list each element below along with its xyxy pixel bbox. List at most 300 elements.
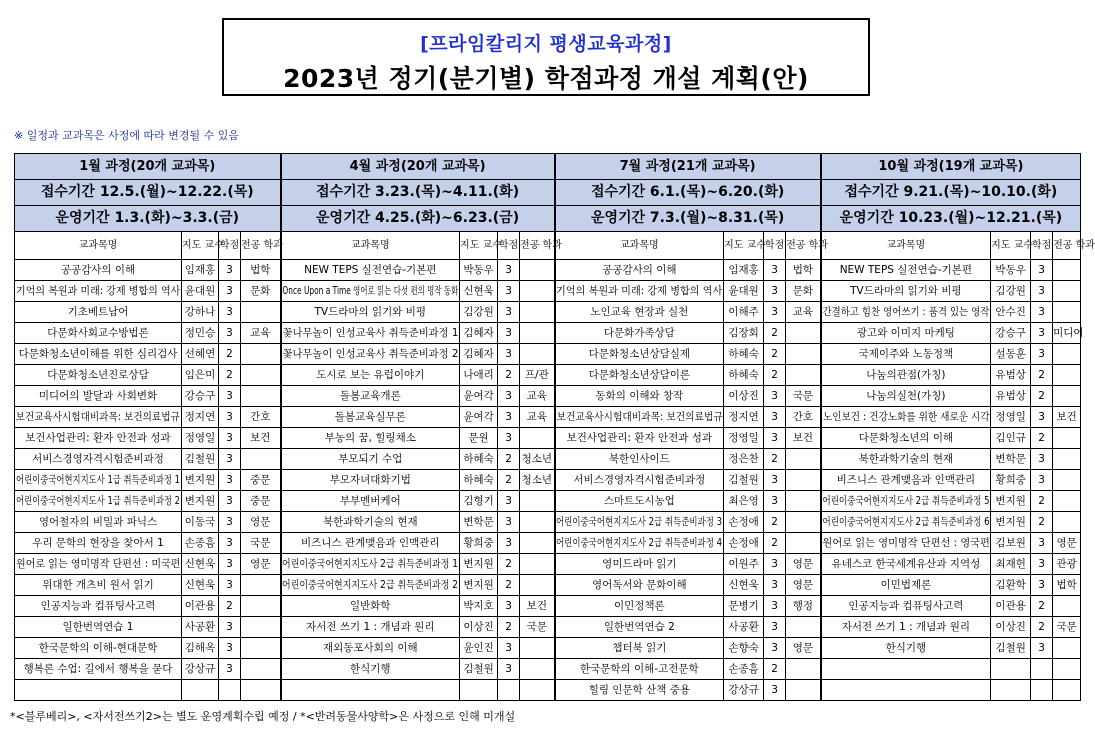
credit: 3 (498, 344, 520, 365)
credit: 2 (764, 659, 786, 680)
professor: 윤여각 (460, 386, 498, 407)
professor: 김장회 (724, 323, 764, 344)
page-title: 2023년 정기(분기별) 학점과정 개설 계획(안) (283, 64, 809, 93)
major: 간호 (786, 407, 821, 428)
course-name-text: 비즈니스 관계맺음과 인맥관리 (301, 537, 440, 549)
course-name-text: 북한과학기술의 현재 (322, 516, 418, 528)
table-row (15, 449, 1081, 470)
major (1053, 596, 1081, 617)
course-name (281, 554, 460, 575)
professor: 최재헌 (991, 554, 1031, 575)
course-name (555, 575, 724, 596)
professor (991, 659, 1031, 680)
professor: 신현욱 (182, 575, 219, 596)
course-name-text: 광고와 이미지 마케팅 (856, 327, 955, 339)
course-name (555, 407, 724, 428)
professor: 정지연 (724, 407, 764, 428)
run-period: 운영기간 1.3.(화)~3.3.(금) (15, 206, 281, 232)
major: 간호 (241, 407, 281, 428)
table-row (15, 470, 1081, 491)
course-name (281, 596, 460, 617)
table-row (15, 596, 1081, 617)
credit: 3 (219, 554, 241, 575)
professor: 신현욱 (460, 281, 498, 302)
course-name (15, 281, 182, 302)
professor: 정영일 (182, 428, 219, 449)
course-name (15, 491, 182, 512)
course-name-text: 다문화가족상담 (603, 327, 675, 339)
credit: 2 (1031, 365, 1053, 386)
professor: 김환학 (991, 575, 1031, 596)
quarter-title: 10월 과정(19개 교과목) (821, 154, 1081, 180)
major: 국문 (786, 386, 821, 407)
professor: 변지원 (182, 491, 219, 512)
major: 국문 (520, 617, 555, 638)
course-name (821, 323, 991, 344)
course-name (821, 344, 991, 365)
course-name-text: 다문화청소년이해를 위한 심리검사 (18, 348, 178, 360)
course-name (821, 365, 991, 386)
course-name-text: 힐링 인문학 산책 중용 (588, 684, 690, 696)
professor: 손종흠 (724, 659, 764, 680)
professor: 유범상 (991, 386, 1031, 407)
credit: 3 (1031, 638, 1053, 659)
professor: 최은영 (724, 491, 764, 512)
major: 청소년 (520, 470, 555, 491)
credit (1031, 659, 1053, 680)
credit: 3 (764, 680, 786, 701)
major: 교육 (241, 323, 281, 344)
major: 국문 (241, 533, 281, 554)
major (520, 281, 555, 302)
quarter-header-row (15, 180, 1081, 206)
credit: 2 (1031, 512, 1053, 533)
professor: 유범상 (991, 365, 1031, 386)
professor: 윤대원 (182, 281, 219, 302)
course-name-text: TV드라마의 읽기와 비평 (850, 285, 962, 297)
col-header-major: 전공 학과 (520, 232, 555, 260)
course-name-text: 돌봄교육개론 (339, 390, 401, 402)
professor: 임은미 (182, 365, 219, 386)
course-name-text: 비즈니스 관계맺음과 인맥관리 (836, 474, 976, 486)
course-name-text: 서비스경영자격시험준비과정 (573, 474, 706, 486)
course-name-text: 어린이중국어현지지도사 2급 취득준비과정 5 (822, 495, 990, 507)
course-name-text: 영어철자의 비밀과 파닉스 (38, 516, 158, 528)
professor: 이관용 (182, 596, 219, 617)
major (241, 680, 281, 701)
professor: 신현욱 (182, 554, 219, 575)
course-name-text: 보건교육사시험대비과목: 보건의료법규 (556, 411, 723, 423)
professor: 김인규 (991, 428, 1031, 449)
major: 관광 (1053, 554, 1081, 575)
credit: 3 (764, 470, 786, 491)
major (786, 659, 821, 680)
major: 교육 (786, 302, 821, 323)
major: 중문 (241, 491, 281, 512)
course-name (821, 428, 991, 449)
credit: 3 (764, 617, 786, 638)
col-header-course: 교과목명 (555, 232, 724, 260)
professor: 김철원 (182, 449, 219, 470)
apply-period: 접수기간 3.23.(목)~4.11.(화) (281, 180, 555, 206)
credit: 3 (1031, 575, 1053, 596)
major (241, 365, 281, 386)
course-name-text: 원어로 읽는 영미명작 단편선 : 영국편 (822, 537, 990, 549)
course-name (15, 554, 182, 575)
course-name (281, 365, 460, 386)
course-name-text: 기억의 복원과 미래: 강제 병합의 역사 (556, 285, 723, 297)
credit: 3 (498, 491, 520, 512)
apply-period: 접수기간 12.5.(월)~12.22.(목) (15, 180, 281, 206)
course-name-text: 다문화청소년의 이해 (858, 432, 954, 444)
major: 보건 (786, 428, 821, 449)
col-header-major: 전공 학과 (241, 232, 281, 260)
col-header-credit: 학점 (1031, 232, 1053, 260)
course-name-text: 한국문학의 이해-고전문학 (579, 663, 699, 675)
credit: 3 (219, 575, 241, 596)
credit: 3 (764, 491, 786, 512)
col-header-major: 전공 학과 (786, 232, 821, 260)
professor: 김강원 (460, 302, 498, 323)
major (1053, 449, 1081, 470)
course-name (15, 470, 182, 491)
major: 법학 (786, 260, 821, 281)
credit: 3 (764, 407, 786, 428)
credit: 2 (1031, 428, 1053, 449)
professor: 정지연 (182, 407, 219, 428)
course-name-text: 어린이중국어현지지도사 2급 취득준비과정 6 (822, 516, 990, 528)
professor: 김철원 (724, 470, 764, 491)
apply-period: 접수기간 9.21.(목)~10.10.(화) (821, 180, 1081, 206)
major (1053, 638, 1081, 659)
professor: 손종흠 (182, 533, 219, 554)
course-name-text: 꽃나무놀이 인성교육사 취득준비과정 1 (282, 327, 459, 339)
major: 영문 (786, 575, 821, 596)
credit: 3 (219, 302, 241, 323)
major (786, 680, 821, 701)
credit: 3 (219, 386, 241, 407)
professor: 강하나 (182, 302, 219, 323)
major (786, 491, 821, 512)
professor: 사공환 (724, 617, 764, 638)
professor: 윤대원 (724, 281, 764, 302)
major: 영문 (241, 512, 281, 533)
credit: 3 (219, 470, 241, 491)
course-name (15, 512, 182, 533)
major: 보건 (1053, 407, 1081, 428)
major (1053, 680, 1081, 701)
course-name (555, 491, 724, 512)
course-name-text: NEW TEPS 실전연습-기본편 (839, 264, 973, 276)
course-name-text: 어린이중국어현지지도사 2급 취득준비과정 4 (556, 537, 723, 549)
credit: 3 (764, 554, 786, 575)
course-name-text: 어린이중국어현지지도사 2급 취득준비과정 1 (282, 558, 459, 570)
professor: 황희중 (460, 533, 498, 554)
course-name (821, 575, 991, 596)
credit: 3 (1031, 260, 1053, 281)
credit: 3 (1031, 344, 1053, 365)
credit: 2 (498, 575, 520, 596)
course-name (821, 617, 991, 638)
course-name (821, 554, 991, 575)
course-name (15, 365, 182, 386)
credit: 3 (498, 659, 520, 680)
professor: 이상진 (460, 617, 498, 638)
course-name-text: 행복론 수업: 길에서 행복을 묻다 (23, 663, 173, 675)
credit: 2 (1031, 617, 1053, 638)
credit: 3 (498, 281, 520, 302)
course-name (555, 260, 724, 281)
professor: 사공환 (182, 617, 219, 638)
credit: 3 (219, 260, 241, 281)
professor: 나애리 (460, 365, 498, 386)
credit: 3 (1031, 533, 1053, 554)
col-header-professor: 지도 교수 (724, 232, 764, 260)
professor: 변지원 (182, 470, 219, 491)
quarter-title: 1월 과정(20개 교과목) (15, 154, 281, 180)
professor: 이동국 (182, 512, 219, 533)
credit: 3 (764, 302, 786, 323)
table-row (15, 617, 1081, 638)
course-name (821, 302, 991, 323)
professor: 이관용 (991, 596, 1031, 617)
major (520, 659, 555, 680)
course-name-text: 보건교육사시험대비과목: 보건의료법규 (15, 411, 181, 423)
table-row (15, 575, 1081, 596)
credit: 3 (219, 533, 241, 554)
major: 프/관 (520, 365, 555, 386)
professor: 변지원 (991, 512, 1031, 533)
table-row (15, 281, 1081, 302)
course-name-text: 원어로 읽는 영미명작 단편선 : 미국편 (15, 558, 181, 570)
course-name (555, 617, 724, 638)
table-row (15, 512, 1081, 533)
credit: 3 (498, 407, 520, 428)
course-name (555, 281, 724, 302)
credit: 3 (764, 428, 786, 449)
course-name-text: 다문화청소년상담이론 (588, 369, 691, 381)
course-name (281, 428, 460, 449)
quarter-title: 4월 과정(20개 교과목) (281, 154, 555, 180)
course-name (281, 470, 460, 491)
major (241, 449, 281, 470)
professor: 강승구 (182, 386, 219, 407)
credit: 3 (498, 260, 520, 281)
course-name (15, 596, 182, 617)
professor: 하혜숙 (724, 365, 764, 386)
major (1053, 512, 1081, 533)
course-name (555, 365, 724, 386)
credit: 2 (498, 365, 520, 386)
course-name (555, 323, 724, 344)
course-name (821, 470, 991, 491)
credit: 2 (1031, 386, 1053, 407)
credit: 2 (498, 554, 520, 575)
major: 미디어 (1053, 323, 1081, 344)
col-header-major: 전공 학과 (1053, 232, 1081, 260)
major (241, 344, 281, 365)
course-name-text: Once Upon a Time 영어로 읽는 다섯 편의 명작 동화 (282, 285, 459, 297)
course-name-text: NEW TEPS 실전연습-기본편 (304, 264, 437, 276)
major: 영문 (241, 554, 281, 575)
major (520, 533, 555, 554)
course-name-text: 기억의 복원과 미래: 강제 병합의 역사 (15, 285, 181, 297)
professor: 박지호 (460, 596, 498, 617)
major (1053, 470, 1081, 491)
professor (460, 680, 498, 701)
credit: 3 (219, 512, 241, 533)
credit (1031, 680, 1053, 701)
table-row (15, 407, 1081, 428)
col-header-professor: 지도 교수 (991, 232, 1031, 260)
course-name-text: 다문화사회교수방법론 (47, 327, 149, 339)
course-name (821, 680, 991, 701)
course-name-text: 한식기행 (350, 663, 391, 675)
course-name-text: TV드라마의 읽기와 비평 (314, 306, 427, 318)
col-header-course: 교과목명 (15, 232, 182, 260)
course-name (555, 680, 724, 701)
table-row (15, 428, 1081, 449)
course-name (281, 281, 460, 302)
major (786, 449, 821, 470)
professor: 변지원 (460, 575, 498, 596)
professor: 하혜숙 (724, 344, 764, 365)
major: 문화 (786, 281, 821, 302)
course-name-text: 일한번역연습 2 (603, 621, 675, 633)
course-name-text: 나눔의관점(가칭) (866, 369, 946, 381)
professor: 선혜연 (182, 344, 219, 365)
col-header-credit: 학점 (498, 232, 520, 260)
course-name (15, 449, 182, 470)
professor: 황희중 (991, 470, 1031, 491)
major: 영문 (786, 638, 821, 659)
professor (991, 680, 1031, 701)
major: 영문 (1053, 533, 1081, 554)
course-name-text: 공공감사의 이해 (60, 264, 136, 276)
major (786, 512, 821, 533)
table-row (15, 659, 1081, 680)
major (1053, 659, 1081, 680)
course-name (15, 575, 182, 596)
title-box (222, 18, 870, 96)
major (786, 470, 821, 491)
col-header-credit: 학점 (219, 232, 241, 260)
credit: 3 (1031, 470, 1053, 491)
major (520, 638, 555, 659)
major (1053, 386, 1081, 407)
course-name (15, 407, 182, 428)
major (520, 680, 555, 701)
course-name-text: 북한인사이드 (608, 453, 670, 465)
col-header-professor: 지도 교수 (460, 232, 498, 260)
professor: 신현욱 (724, 575, 764, 596)
major: 보건 (520, 596, 555, 617)
course-name (281, 575, 460, 596)
course-name-text: 어린이중국어현지지도사 2급 취득준비과정 3 (556, 516, 723, 528)
major (520, 260, 555, 281)
credit: 3 (219, 659, 241, 680)
major: 문화 (241, 281, 281, 302)
professor: 정영일 (991, 407, 1031, 428)
credit: 3 (1031, 407, 1053, 428)
major: 보건 (241, 428, 281, 449)
professor: 정민승 (182, 323, 219, 344)
table-row (15, 344, 1081, 365)
professor: 김철원 (991, 638, 1031, 659)
major (1053, 302, 1081, 323)
major (786, 365, 821, 386)
professor: 강상규 (182, 659, 219, 680)
major (520, 575, 555, 596)
professor: 김철원 (460, 659, 498, 680)
course-name (281, 323, 460, 344)
credit: 2 (764, 512, 786, 533)
course-name-text: 영어독서와 문화이해 (592, 579, 687, 591)
course-name (555, 533, 724, 554)
professor: 강상규 (724, 680, 764, 701)
major: 국문 (1053, 617, 1081, 638)
major (241, 596, 281, 617)
col-header-professor: 지도 교수 (182, 232, 219, 260)
credit: 3 (219, 617, 241, 638)
professor: 문원 (460, 428, 498, 449)
course-name (281, 491, 460, 512)
professor: 변학문 (991, 449, 1031, 470)
credit: 3 (498, 302, 520, 323)
course-name (281, 533, 460, 554)
course-name (281, 386, 460, 407)
course-name (555, 659, 724, 680)
course-name (555, 386, 724, 407)
major (241, 659, 281, 680)
major: 영문 (786, 554, 821, 575)
professor: 김강원 (991, 281, 1031, 302)
course-name (555, 428, 724, 449)
credit: 3 (219, 281, 241, 302)
credit: 2 (219, 596, 241, 617)
run-period: 운영기간 4.25.(화)~6.23.(금) (281, 206, 555, 232)
professor: 정은찬 (724, 449, 764, 470)
major (520, 491, 555, 512)
professor: 이해주 (724, 302, 764, 323)
professor: 설동훈 (991, 344, 1031, 365)
course-name-text: 다문화청소년상담실제 (588, 348, 691, 360)
professor: 안수진 (991, 302, 1031, 323)
course-name (555, 302, 724, 323)
professor: 손정애 (724, 512, 764, 533)
credit: 3 (498, 638, 520, 659)
course-name-text: 한식기행 (885, 642, 927, 654)
professor: 정영일 (724, 428, 764, 449)
course-name-text: 보건사업관리: 환자 안전과 성과 (25, 432, 171, 444)
professor: 김해옥 (182, 638, 219, 659)
credit: 3 (219, 323, 241, 344)
course-name-text: 인공지능과 컴퓨팅사고력 (40, 600, 156, 612)
table-row (15, 302, 1081, 323)
professor (182, 680, 219, 701)
course-name (15, 323, 182, 344)
professor: 김형기 (460, 491, 498, 512)
course-name (15, 533, 182, 554)
professor: 강승구 (991, 323, 1031, 344)
major (520, 323, 555, 344)
professor: 이상진 (724, 386, 764, 407)
table-row (15, 365, 1081, 386)
credit: 2 (219, 344, 241, 365)
course-name (15, 386, 182, 407)
professor: 김혜자 (460, 344, 498, 365)
credit (498, 680, 520, 701)
